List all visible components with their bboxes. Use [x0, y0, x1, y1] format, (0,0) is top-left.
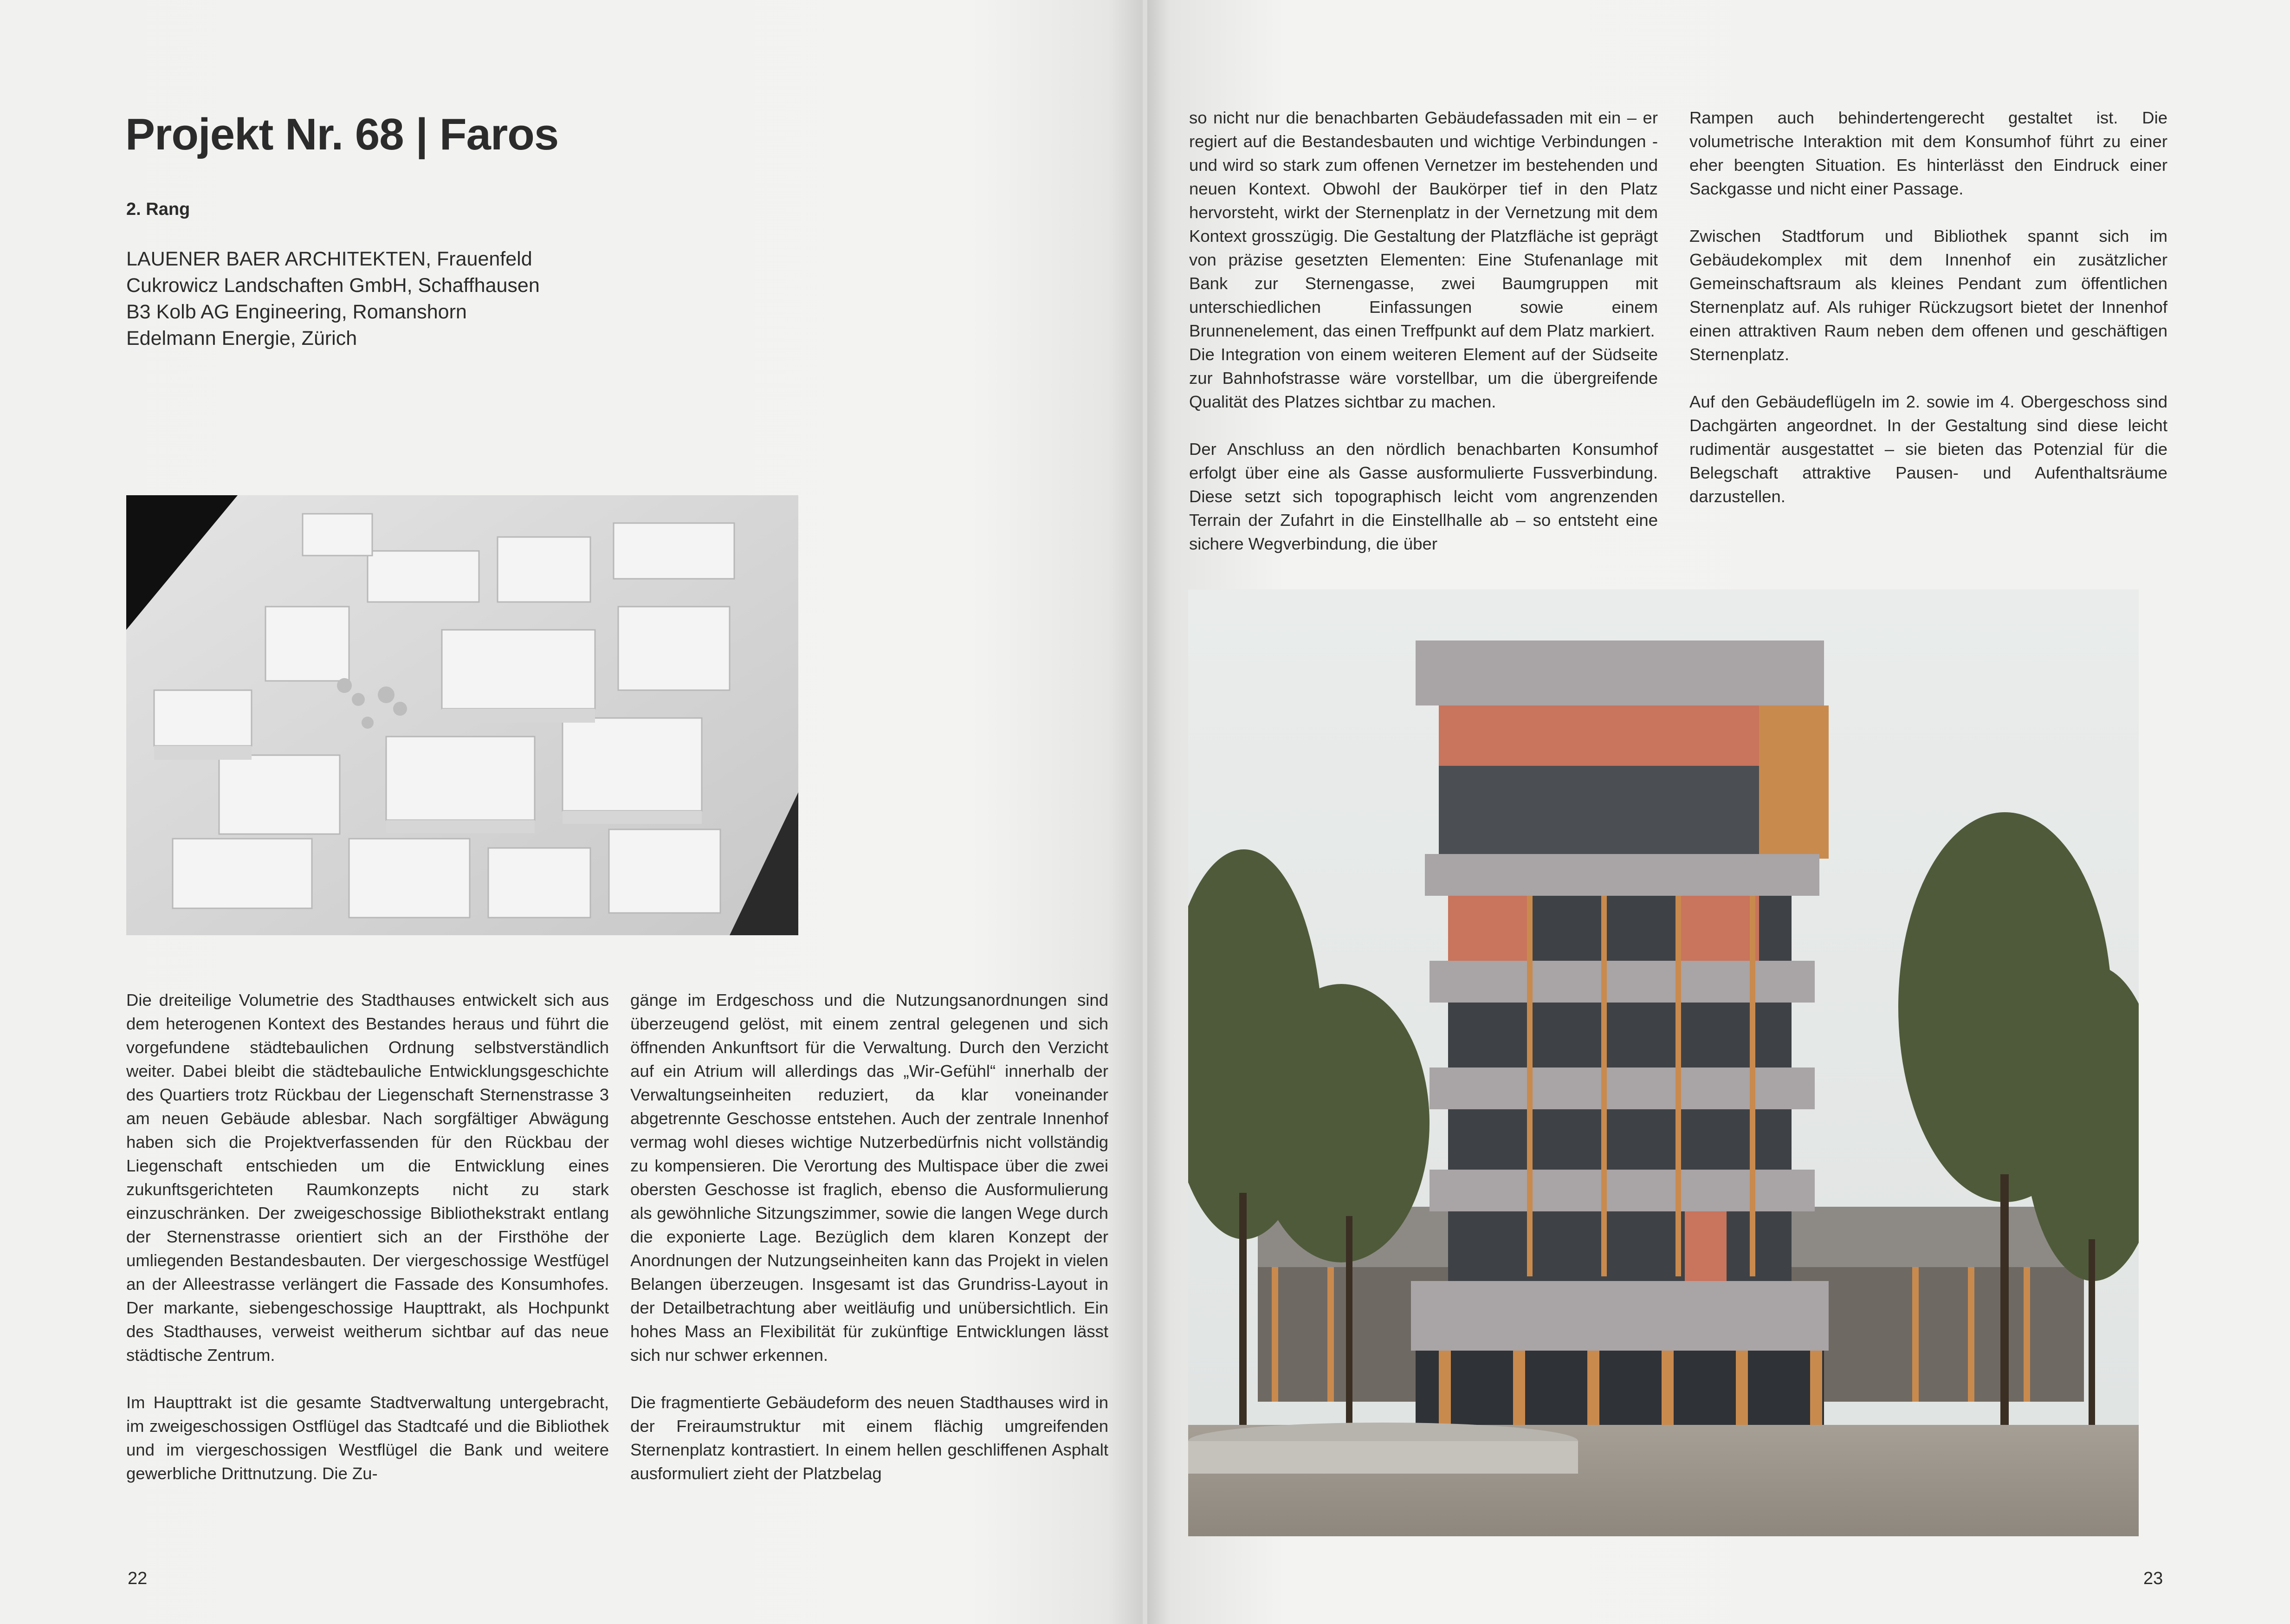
credits-list	[126, 246, 540, 352]
paragraph: Die fragmentierte Gebäudeform des neuen Stadthauses wird in der Freiraumstruktur mit einem flächig umgreifenden Sternenplatz kontrastiert. In einem hellen geschliffenen Asphalt ausformuliert zieht der Platzbelag	[630, 1393, 1108, 1483]
page-title: Projekt Nr. 68 | Faros	[125, 110, 559, 159]
credit-line: B3 Kolb AG Engineering, Romanshorn	[126, 301, 467, 323]
paragraph: gänge im Erdgeschoss und die Nutzungsanordnungen sind überzeugend gelöst, mit einem zentral gelegenen und sich öffnenden Ankunftsort für die Verwaltung. Durch den Verzicht auf ein Atrium will allerdings das „Wir-Gefühl“ innerhalb der Verwaltungseinheiten reduziert, da klar voneinander abgetrennte Geschosse entstehen. Auch der zentrale Innenhof vermag wohl dieses wichtige Nutzerbedürfnis nicht vollständig zu kompensieren. Die Verortung des Multispace über die zwei obersten Geschosse ist fraglich, ebenso die Ausformulierung als gewöhnliche Sitzungszimmer, sowie die langen Wege durch die exponierte Lage. Bezüglich dem klaren Konzept der Anordnungen der Nutzungseinheiten kann das Projekt in vielen Belangen überzeugen. Insgesamt ist das Grundriss-Layout in der Detailbetrachtung aber weitläufig und unübersichtlich. Ein hohes Mass an Flexibilität für zukünftige Entwicklungen lässt sich nur schwer erkennen.	[630, 990, 1108, 1365]
text-column-2	[1689, 106, 2167, 508]
page-number: 23	[2143, 1569, 2163, 1588]
page-number: 22	[128, 1569, 148, 1588]
paragraph: Zwischen Stadtforum und Bibliothek spannt sich im Gebäudekomplex mit dem Innenhof ein zusätzlicher Gemeinschaftsraum als kleines Pendant zum öffentlichen Sternenplatz auf. Als ruhiger Rückzugsort bietet der Innenhof einen attraktiven Raum neben dem offenen und geschäftigen Sternenplatz.	[1689, 226, 2167, 364]
credit-line: LAUENER BAER ARCHITEKTEN, Frauenfeld	[126, 248, 532, 270]
text-column-1	[126, 988, 609, 1485]
site-model-photo	[126, 495, 798, 935]
paragraph: Auf den Gebäudeflügeln im 2. sowie im 4. Obergeschoss sind Dachgärten angeordnet. In der Gestaltung sind diese leicht rudimentär ausgestattet – sie bieten das Potenzial für die Belegschaft attraktive Pausen- und Aufenthaltsräume darzustellen.	[1689, 392, 2167, 506]
paragraph: so nicht nur die benachbarten Gebäudefassaden mit ein – er regiert auf die Bestandesbauten und wichtige Verbindungen - und wird so stark zum offenen Vernetzer im bestehenden und neuen Kontext. Obwohl der Baukörper tief in den Platz hervorsteht, wirkt der Sternenplatz in der Vernetzung mit dem Kontext grosszügig. Die Gestaltung der Platzfläche ist geprägt von präzise gesetzten Elementen: Eine Stufenanlage mit Bank zur Sternengasse, zwei Baumgruppen mit unterschiedlichen Einfassungen sowie einem Brunnenelement, das einen Treffpunkt auf dem Platz markiert. Die Integration von einem weiteren Element auf der Südseite zur Bahnhofstrasse wäre vorstellbar, um die übergreifende Qualität des Platzes sichtbar zu machen.	[1189, 108, 1658, 411]
building-rendering	[1188, 589, 2139, 1536]
paragraph: Rampen auch behindertengerecht gestaltet ist. Die volumetrische Interaktion mit dem Konsumhof führt zu einer eher beengten Situation. Es hinterlässt den Eindruck einer Sackgasse und nicht einer Passage.	[1689, 108, 2167, 198]
paragraph: Die dreiteilige Volumetrie des Stadthauses entwickelt sich aus dem heterogenen Kontext des Bestandes heraus und führt die vorgefundene städtebaulichen Ordnung selbstverständlich weiter. Dabei bleibt die städtebauliche Entwicklungsgeschichte des Quartiers trotz Rückbau der Liegenschaft Sternenstrasse 3 am neuen Gebäude ablesbar. Nach sorgfältiger Abwägung haben sich die Projektverfassenden für den Rückbau der Liegenschaft entschieden um die Entwicklung eines zukunftsgerichteten Raumkonzepts nicht zu stark einzuschränken. Der zweigeschossige Bibliothekstrakt entlang der Sternenstrasse orientiert sich an der Firsthöhe der umliegenden Bestandesbauten. Der viergeschossige Westfügel an der Alleestrasse verlängert die Fassade des Konsumhofes. Der markante, siebengeschossige Haupttrakt, als Hochpunkt des Stadthauses, verweist weitherum sichtbar auf das neue städtische Zentrum.	[126, 990, 609, 1365]
credit-line: Edelmann Energie, Zürich	[126, 327, 357, 349]
rank-label: 2. Rang	[126, 200, 190, 219]
credit-line: Cukrowicz Landschaften GmbH, Schaffhausen	[126, 274, 540, 297]
right-page	[1147, 0, 2290, 1624]
paragraph: Im Haupttrakt ist die gesamte Stadtverwaltung untergebracht, im zweigeschossigen Ostflügel das Stadtcafé und die Bibliothek und im viergeschossigen Westflügel die Bank und weitere gewerbliche Drittnutzung. Die Zu-	[126, 1393, 609, 1483]
left-page	[0, 0, 1143, 1624]
paragraph: Der Anschluss an den nördlich benachbarten Konsumhof erfolgt über eine als Gasse ausformulierte Fussverbindung. Diese setzt sich topographisch leicht vom angrenzenden Terrain der Zufahrt in die Einstellhalle ab – so entsteht eine sichere Wegverbindung, die über	[1189, 440, 1658, 553]
text-column-2	[630, 988, 1108, 1485]
text-column-1	[1189, 106, 1658, 556]
